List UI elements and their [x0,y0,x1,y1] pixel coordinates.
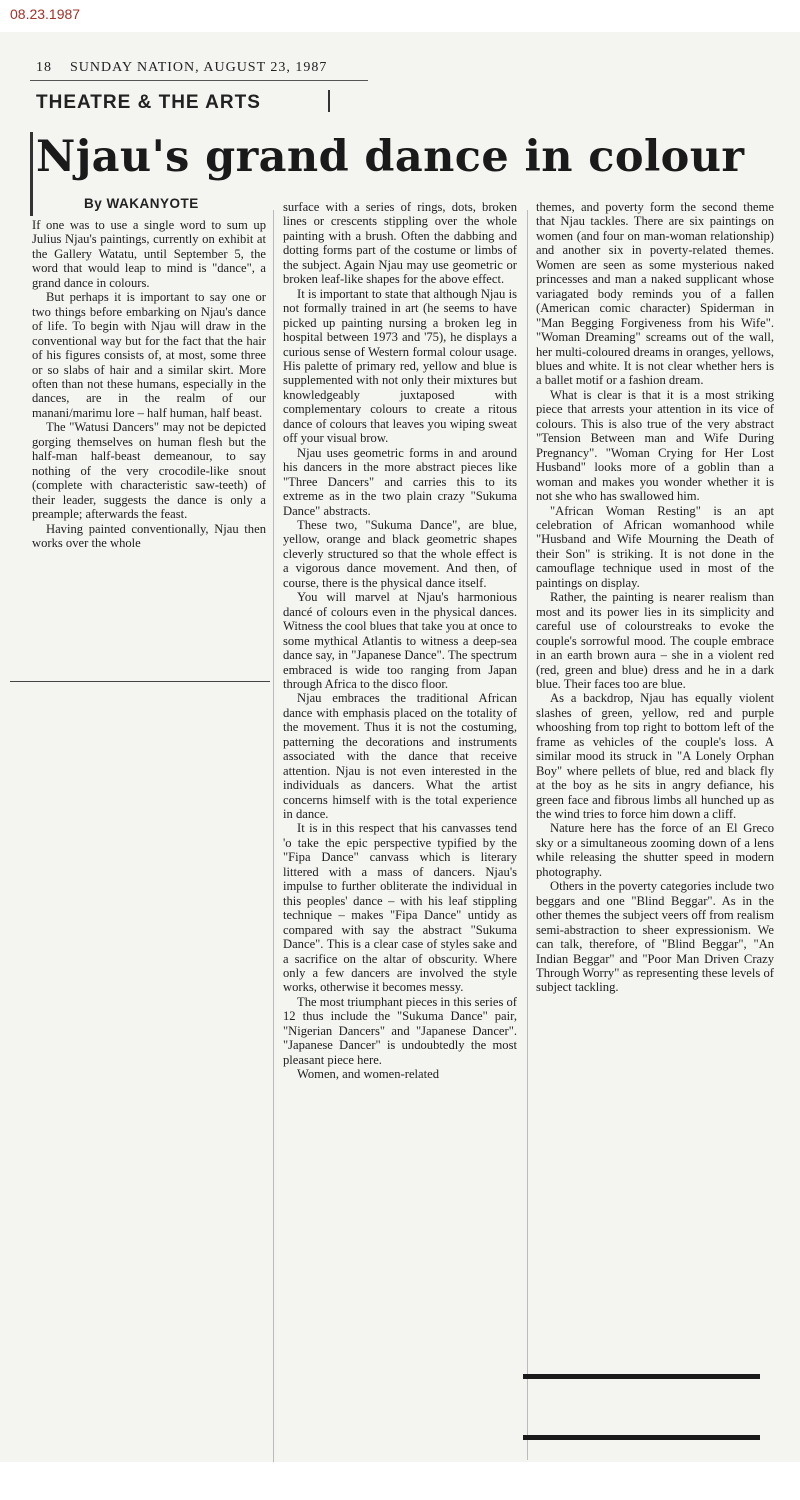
paragraph: It is important to state that although Njau is not formally trained in art (he seems to have picked up painting nursing a broken leg in hospital between 1973 and '75), he displays a curious sense of Western formal colour usage. His palette of primary red, yellow and blue is supplemented with not only their mixtures but knowledgeably juxtaposed with complementary colours to create a ritous dance of colours that leaves you wiping sweat off your visual brow. [283,286,517,446]
paragraph: "African Woman Resting" is an apt celebration of African womanhood while "Husband and Wife Mourning the Death of their Son" is striking. It is not done in the camouflage technique used in most of the paintings on display. [536,503,774,590]
paragraph: Having painted conventionally, Njau then works over the whole [32,521,266,550]
article-column-3 [536,200,774,995]
page-header [36,60,327,76]
column-divider [273,210,274,1462]
paragraph: You will marvel at Njau's harmonious dancé of colours even in the physical dances. Witness the cool blues that take you at once to some mythical Atlantis to witness a deep-sea dance say, in "Japanese Dance". The spectrum embraced is wide too ranging from Japan through Africa to the disco floor. [283,590,517,691]
paragraph: The "Watusi Dancers" may not be depicted gorging themselves on human flesh but the half-man half-beast demeanour, to say nothing of the very crocodile-like snout (complete with characteristic saw-teeth) of their leader, suggests the dance is only a preample; afterwards the feast. [32,420,266,522]
paragraph: Njau uses geometric forms in and around his dancers in the more abstract pieces like "Three Dancers" and carries this to its extreme as in the two plain crazy "Sukuma Dance" abstracts. [283,445,517,518]
paragraph: What is clear is that it is a most striking piece that arrests your attention in its vice of colours. This is also true of the very abstract "Tension Between man and Wife During Pregnancy". "Woman Crying for Her Lost Husband" looks more of a goblin than a woman and makes you wonder whether it is not she who has swallowed him. [536,387,774,504]
header-rule [30,80,368,81]
headline-bar [30,132,33,216]
archive-date-label: 08.23.1987 [10,6,81,22]
paragraph: Nature here has the force of an El Greco sky or a simultaneous zooming down of a lens while releasing the shutter speed in modern photography. [536,821,774,879]
page-number: 18 [36,60,52,75]
newspaper-clipping [0,32,800,1462]
paragraph: As a backdrop, Njau has equally violent slashes of green, yellow, red and purple whooshing from top right to bottom left of the frame as vehicles of the couple's loss. A similar mood its struck in "A Lonely Orphan Boy" where pellets of blue, red and black fly at the boy as he sits in angry defiance, his green face and fibrous limbs all hunched up as the wind tries to force him down a cliff. [536,691,774,822]
masthead: SUNDAY NATION, AUGUST 23, 1987 [70,60,328,75]
section-divider [328,90,330,112]
byline: By WAKANYOTE [84,196,199,211]
heavy-rule [523,1435,760,1440]
paragraph: But perhaps it is important to say one or two things before embarking on Njau's dance of life. To begin with Njau will draw in the conventional way but for the fact that the hair of his figures consists of, at most, some three or so slabs of hair and a similar skirt. More often than not these humans, especially in the dances, are in the realm of our manani/marimu lore – half human, half beast. [32,290,266,420]
paragraph: Women, and women-related [297,1067,440,1082]
paragraph: If one was to use a single word to sum up Julius Njau's paintings, currently on exhibit at the Gallery Watatu, until September 5, the word that would leap to mind is "dance", a grand dance in colours. [32,218,266,290]
article-column-1 [32,218,266,550]
paragraph: The most triumphant pieces in this series of 12 thus include the "Sukuma Dance" pair, "Nigerian Dancers" and "Japanese Dancer". "Japanese Dancer" is undoubtedly the most pleasant piece here. [283,994,517,1067]
paragraph: Rather, the painting is nearer realism than most and its power lies in its simplicity and careful use of colourstreaks to evoke the couple's sorrowful mood. The couple embrace in an earth brown aura – she in a violent red (red, green and blue) dress and he in a dark blue. Their faces too are blue. [536,590,774,691]
paragraph: surface with a series of rings, dots, broken lines or crescents stippling over the whole painting with a brush. Often the dabbing and dotting forms part of the costume or limbs of the subject. Again Njau may use geometric or broken leaf-like shapes for the above effect. [283,200,517,287]
paragraph: themes, and poverty form the second theme that Njau tackles. There are six paintings on women (and four on man-woman relationship) and another six in poverty-related themes. Women are seen as some mysterious naked princesses and man a naked supplicant whose variagated body reminds you of a fallen (American comic character) Spiderman in "Man Begging Forgiveness from his Wife". "Woman Dreaming" screams out of the wall, her multi-coloured dreams in oranges, yellows, blues and white. It is not clear whether hers is a ballet motif or a fashion dream. [536,200,774,388]
article-column-2 [283,200,517,1082]
headline: Njau's grand dance in colour [36,132,745,182]
paragraph: Others in the poverty categories include two beggars and one "Blind Beggar". As in the other themes the subject veers off from realism semi-abstraction to sheer expressionism. We can talk, therefore, of "Blind Beggar", "An Indian Beggar" and "Poor Man Driven Crazy Through Worry" as representing these levels of subject tackling. [536,879,774,995]
section-title: THEATRE & THE ARTS [36,92,261,113]
column-divider [527,210,528,1460]
paragraph: These two, "Sukuma Dance", are blue, yellow, orange and black geometric shapes cleverly structured so that the whole effect is a vigorous dance movement. And then, of course, there is the physical dance itself. [283,517,517,590]
paragraph: Njau embraces the traditional African dance with emphasis placed on the totality of the movement. Thus it is not the costuming, patterning the decorations and instruments associated with the dance that receive attention. Njau is not even interested in the individuals as dancers. What the artist concerns himself with is the total experience in dance. [283,691,517,822]
column-end-rule [10,681,270,682]
heavy-rule [523,1374,760,1379]
paragraph: It is in this respect that his canvasses tend 'o take the epic perspective typified by the "Fipa Dance" canvass which is literary littered with a mass of dancers. Njau's impulse to further obliterate the individual in this peoples' dance – with his leaf stippling technique – makes "Fipa Dance" untidy as compared with say the abstract "Sukuma Dance". This is a clear case of styles sake and a sacrifice on the altar of obscurity. Where only a few dancers are involved the style works, otherwise it becomes messy. [283,821,517,995]
